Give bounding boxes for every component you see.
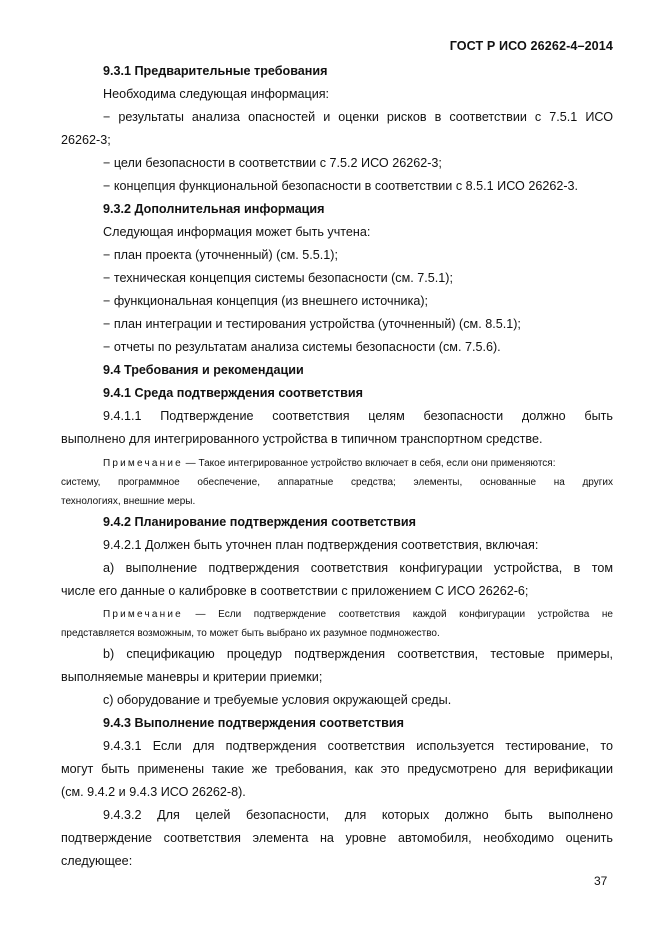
section-9-4-1-title: 9.4.1 Среда подтверждения соответствия (103, 386, 363, 400)
note-label: Примечание (103, 458, 183, 469)
paragraph: Следующая информация может быть учтена: (103, 225, 371, 239)
note (61, 454, 613, 473)
note (61, 605, 613, 624)
list-item: − план проекта (уточненный) (см. 5.5.1); (103, 248, 338, 262)
page-number: 37 (594, 874, 608, 888)
note-label: Примечание (103, 609, 183, 620)
section-9-4-3-title: 9.4.3 Выполнение подтверждения соответствия (103, 716, 404, 730)
list-item: a) выполнение подтверждения соответствия конфигурации устройства, в том (103, 561, 613, 575)
note-line: систему, программное обеспечение, аппаратные средства; элементы, основанные на других (61, 477, 613, 488)
list-item: − отчеты по результатам анализа системы безопасности (см. 7.5.6). (103, 340, 501, 354)
list-item: − план интеграции и тестирования устройства (уточненный) (см. 8.5.1); (103, 317, 521, 331)
paragraph-line: 9.4.1.1 Подтверждение соответствия целям безопасности должно быть (103, 409, 613, 423)
paragraph-line: (см. 9.4.2 и 9.4.3 ИСО 26262-8). (61, 785, 246, 799)
paragraph: Необходима следующая информация: (103, 87, 330, 101)
section-9-4-title: 9.4 Требования и рекомендации (103, 363, 304, 377)
list-item-continuation: выполняемые маневры и критерии приемки; (61, 670, 323, 684)
section-9-3-1-title: 9.3.1 Предварительные требования (103, 64, 328, 78)
note-text: — Такое интегрированное устройство включает в себя, если они применяются: (182, 458, 556, 469)
list-item-continuation: числе его данные о калибровке в соответствии с приложением С ИСО 26262-6; (61, 584, 529, 598)
standard-header: ГОСТ Р ИСО 26262-4–2014 (449, 39, 613, 53)
paragraph-line: 9.4.3.2 Для целей безопасности, для которых должно быть выполнено (103, 808, 613, 822)
list-item-continuation: 26262-3; (61, 133, 111, 147)
list-item: − результаты анализа опасностей и оценки рисков в соответствии с 7.5.1 ИСО (103, 110, 613, 124)
page-content (61, 60, 613, 873)
list-item: − функциональная концепция (из внешнего источника); (103, 294, 429, 308)
paragraph-line: выполнено для интегрированного устройства в типичном транспортном средстве. (61, 432, 543, 446)
list-item: c) оборудование и требуемые условия окружающей среды. (103, 693, 452, 707)
paragraph-line: 9.4.3.1 Если для подтверждения соответствия используется тестирование, то (103, 739, 613, 753)
note-line: представляется возможным, то может быть выбрано их разумное подмножество. (61, 628, 440, 639)
paragraph: 9.4.2.1 Должен быть уточнен план подтверждения соответствия, включая: (103, 538, 539, 552)
paragraph-line: могут быть применены такие же требования, как это предусмотрено для верификации (61, 762, 613, 776)
paragraph-line: подтверждение соответствия элемента на уровне автомобиля, необходимо оценить (61, 831, 613, 845)
paragraph-line: следующее: (61, 854, 133, 868)
note-text: — Если подтверждение соответствия каждой конфигурации устройства не (182, 609, 613, 620)
list-item: − концепция функциональной безопасности в соответствии с 8.5.1 ИСО 26262-3. (103, 179, 579, 193)
list-item: − цели безопасности в соответствии с 7.5.2 ИСО 26262-3; (103, 156, 442, 170)
section-9-4-2-title: 9.4.2 Планирование подтверждения соответствия (103, 515, 416, 529)
list-item: − техническая концепция системы безопасности (см. 7.5.1); (103, 271, 453, 285)
note-line: технологиях, внешние меры. (61, 496, 196, 507)
section-9-3-2-title: 9.3.2 Дополнительная информация (103, 202, 325, 216)
list-item: b) спецификацию процедур подтверждения соответствия, тестовые примеры, (103, 647, 613, 661)
